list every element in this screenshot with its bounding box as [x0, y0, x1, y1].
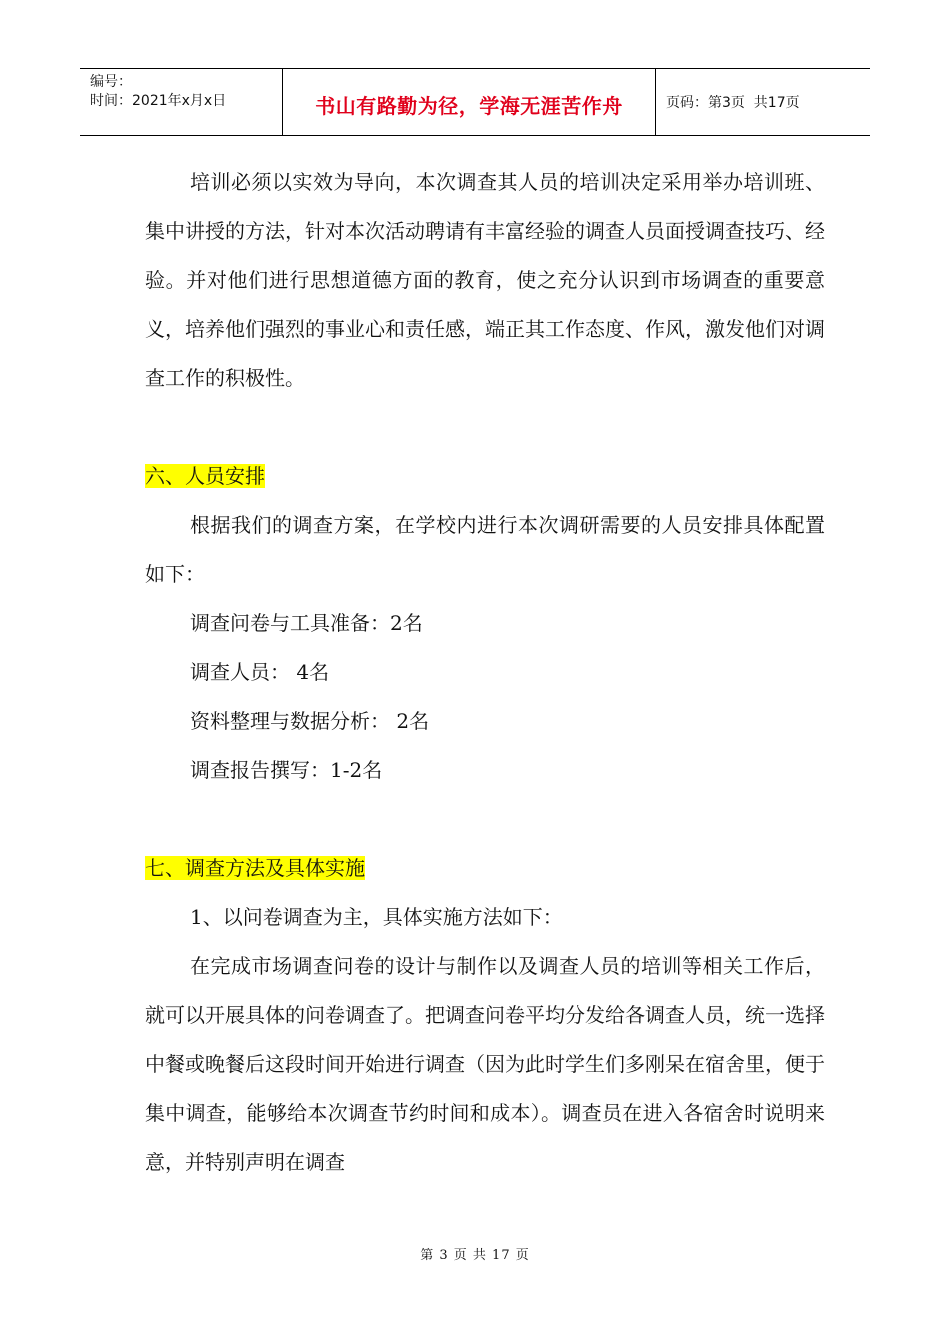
methods-subheading: 1、以问卷调查为主，具体实施方法如下： — [190, 905, 563, 929]
section-spacer — [145, 795, 825, 844]
document-date-label: 时间：2021年x月x日 — [90, 93, 227, 109]
staffing-item: 调查人员： 4名 — [190, 660, 330, 684]
page-header — [80, 68, 870, 136]
staffing-item: 资料整理与数据分析： 2名 — [190, 709, 430, 733]
page-footer: 第 3 页 共 17 页 — [420, 1248, 530, 1263]
header-motto: 书山有路勤为径，学海无涯苦作舟 — [315, 93, 623, 118]
header-motto-cell — [283, 69, 656, 135]
section-spacer — [145, 403, 825, 452]
staffing-item: 调查问卷与工具准备：2名 — [190, 611, 423, 635]
section-heading-methods — [145, 844, 825, 893]
header-page-cell — [656, 69, 870, 135]
document-body — [145, 158, 825, 1187]
section-heading-staffing-text: 六、人员安排 — [145, 464, 265, 488]
staffing-intro: 根据我们的调查方案，在学校内进行本次调研需要的人员安排具体配置如下： — [145, 513, 825, 586]
section-heading-staffing — [145, 452, 825, 501]
training-paragraph: 培训必须以实效为导向，本次调查其人员的培训决定采用举办培训班、集中讲授的方法，针对本次活动聘请有丰富经验的调查人员面授调查技巧、经验。并对他们进行思想道德方面的教育，使之充分认识到市场调查的重要意义，培养他们强烈的事业心和责任感，端正其工作态度、作风，激发他们对调查工作的积极性。 — [145, 170, 825, 390]
staffing-item: 调查报告撰写：1-2名 — [190, 758, 383, 782]
section-heading-methods-text: 七、调查方法及具体实施 — [145, 856, 365, 880]
header-meta — [80, 69, 283, 135]
methods-paragraph: 在完成市场调查问卷的设计与制作以及调查人员的培训等相关工作后，就可以开展具体的问卷调查了。把调查问卷平均分发给各调查人员，统一选择中餐或晚餐后这段时间开始进行调查（因为此时学生们多刚呆在宿舍里，便于集中调查，能够给本次调查节约时间和成本）。调查员在进入各宿舍时说明来意，并特别声明在调查 — [145, 954, 825, 1174]
header-page-number: 页码：第3页 共17页 — [666, 95, 800, 111]
document-number-label: 编号： — [90, 74, 132, 90]
